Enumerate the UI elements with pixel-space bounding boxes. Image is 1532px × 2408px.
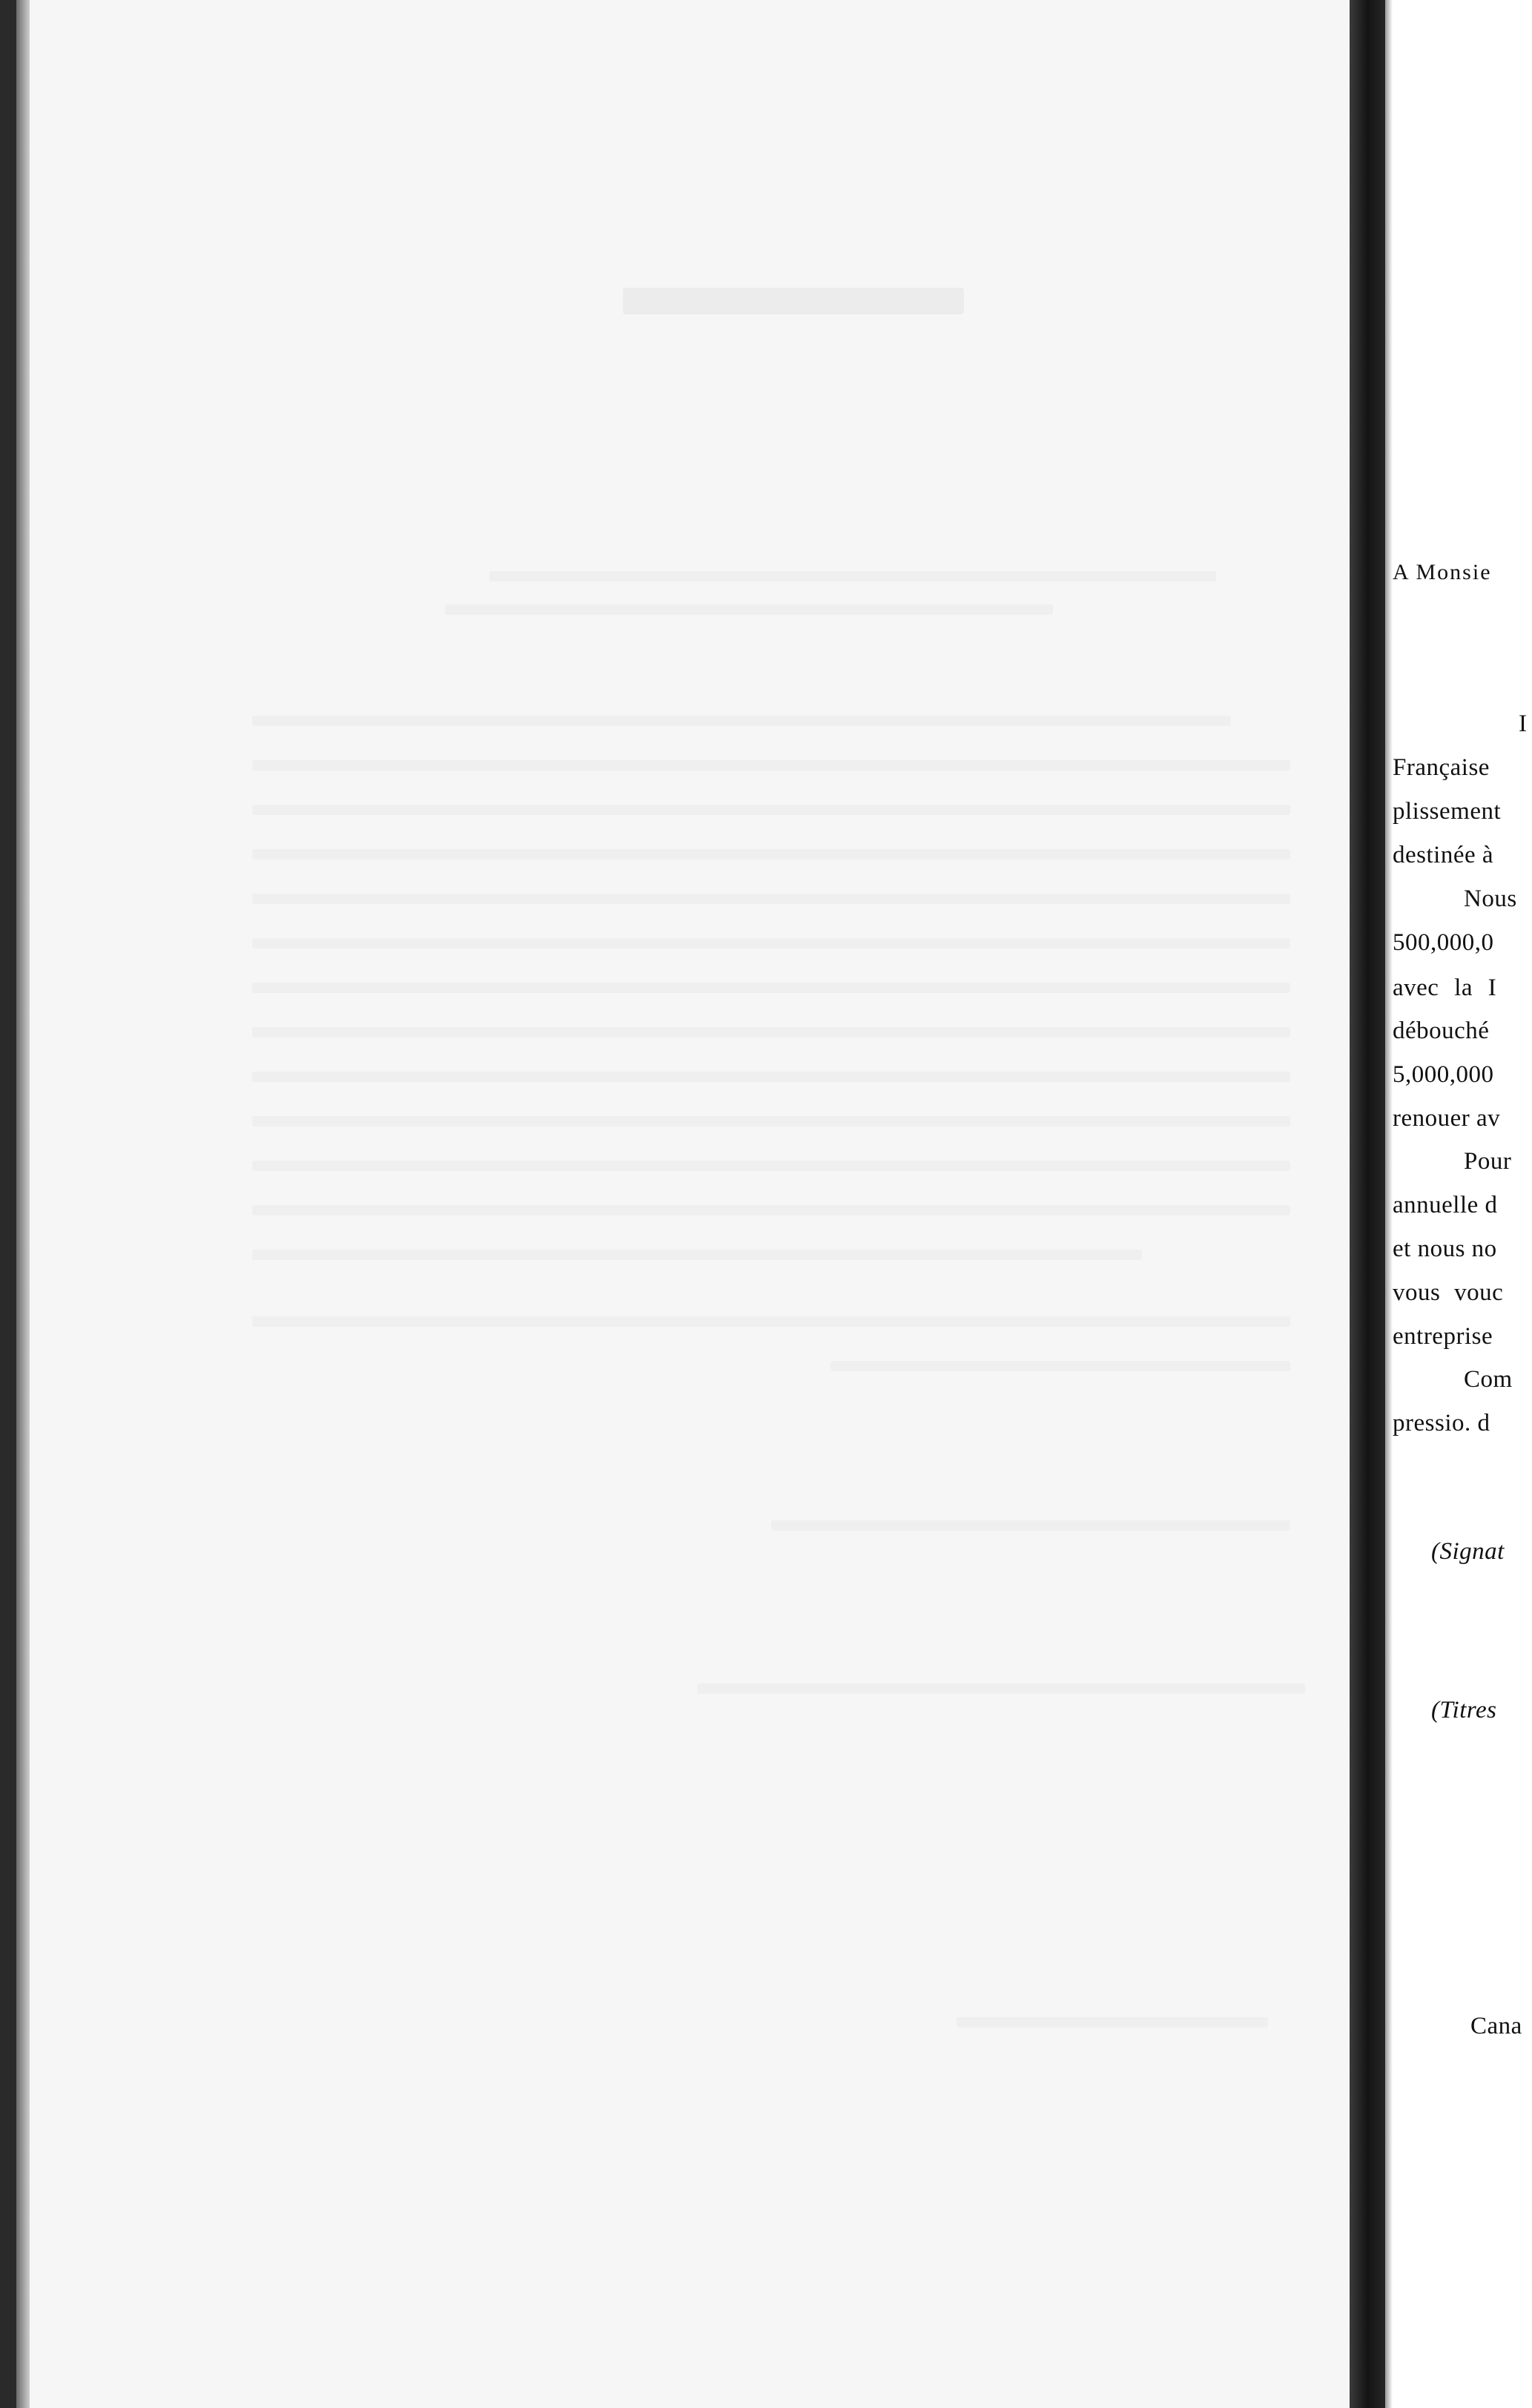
bleed-through-line xyxy=(252,1250,1142,1260)
bleed-through-line xyxy=(252,805,1290,815)
text-line: Pour xyxy=(1464,1148,1512,1175)
bleed-through-line xyxy=(252,938,1290,949)
bleed-through-line xyxy=(831,1361,1290,1371)
salutation-heading: A Monsie xyxy=(1393,560,1492,584)
text-line: plissement xyxy=(1393,798,1502,825)
bleed-through-line xyxy=(252,716,1231,726)
text-line: débouché xyxy=(1393,1017,1490,1044)
text-line: avec la I xyxy=(1393,974,1497,1001)
titles-label: (Titres xyxy=(1431,1697,1497,1723)
bleed-through-line xyxy=(252,849,1290,860)
bleed-through-line xyxy=(957,2017,1268,2028)
binding-edge-left xyxy=(0,0,16,2408)
text-line: Nous xyxy=(1464,885,1517,912)
bleed-through-line xyxy=(252,1116,1290,1127)
text-line: et nous no xyxy=(1393,1236,1497,1262)
footer-text: Cana xyxy=(1470,2013,1522,2039)
text-line: I xyxy=(1519,710,1528,737)
bleed-through-line xyxy=(489,571,1216,581)
page-edge-shadow xyxy=(16,0,30,2408)
text-line: 500,000,0 xyxy=(1393,929,1494,956)
bleed-through-line xyxy=(445,604,1053,615)
bleed-through-line xyxy=(252,1205,1290,1215)
bleed-through-line xyxy=(252,760,1290,771)
right-page-text xyxy=(1393,0,1532,2408)
bleed-through-line xyxy=(252,983,1290,993)
text-line: destinée à xyxy=(1393,842,1494,868)
text-line: Française xyxy=(1393,754,1490,781)
bleed-through-line xyxy=(252,1027,1290,1038)
bleed-through-title xyxy=(623,288,964,314)
binding-gutter xyxy=(1350,0,1385,2408)
bleed-through-line xyxy=(252,894,1290,904)
text-line: annuelle d xyxy=(1393,1192,1498,1218)
text-line: pressio. d xyxy=(1393,1410,1490,1436)
text-line: 5,000,000 xyxy=(1393,1061,1494,1088)
gutter-highlight xyxy=(1385,0,1393,2408)
text-line: renouer av xyxy=(1393,1105,1501,1132)
text-line: entreprise xyxy=(1393,1323,1493,1350)
text-line: vous vouc xyxy=(1393,1279,1504,1306)
bleed-through-line xyxy=(252,1316,1290,1327)
bleed-through-line xyxy=(697,1683,1305,1694)
text-line: Com xyxy=(1464,1366,1513,1393)
bleed-through-line xyxy=(771,1520,1290,1531)
left-page-blank xyxy=(30,0,1350,2408)
bleed-through-line xyxy=(252,1161,1290,1171)
signature-label: (Signat xyxy=(1431,1538,1505,1565)
bleed-through-line xyxy=(252,1072,1290,1082)
